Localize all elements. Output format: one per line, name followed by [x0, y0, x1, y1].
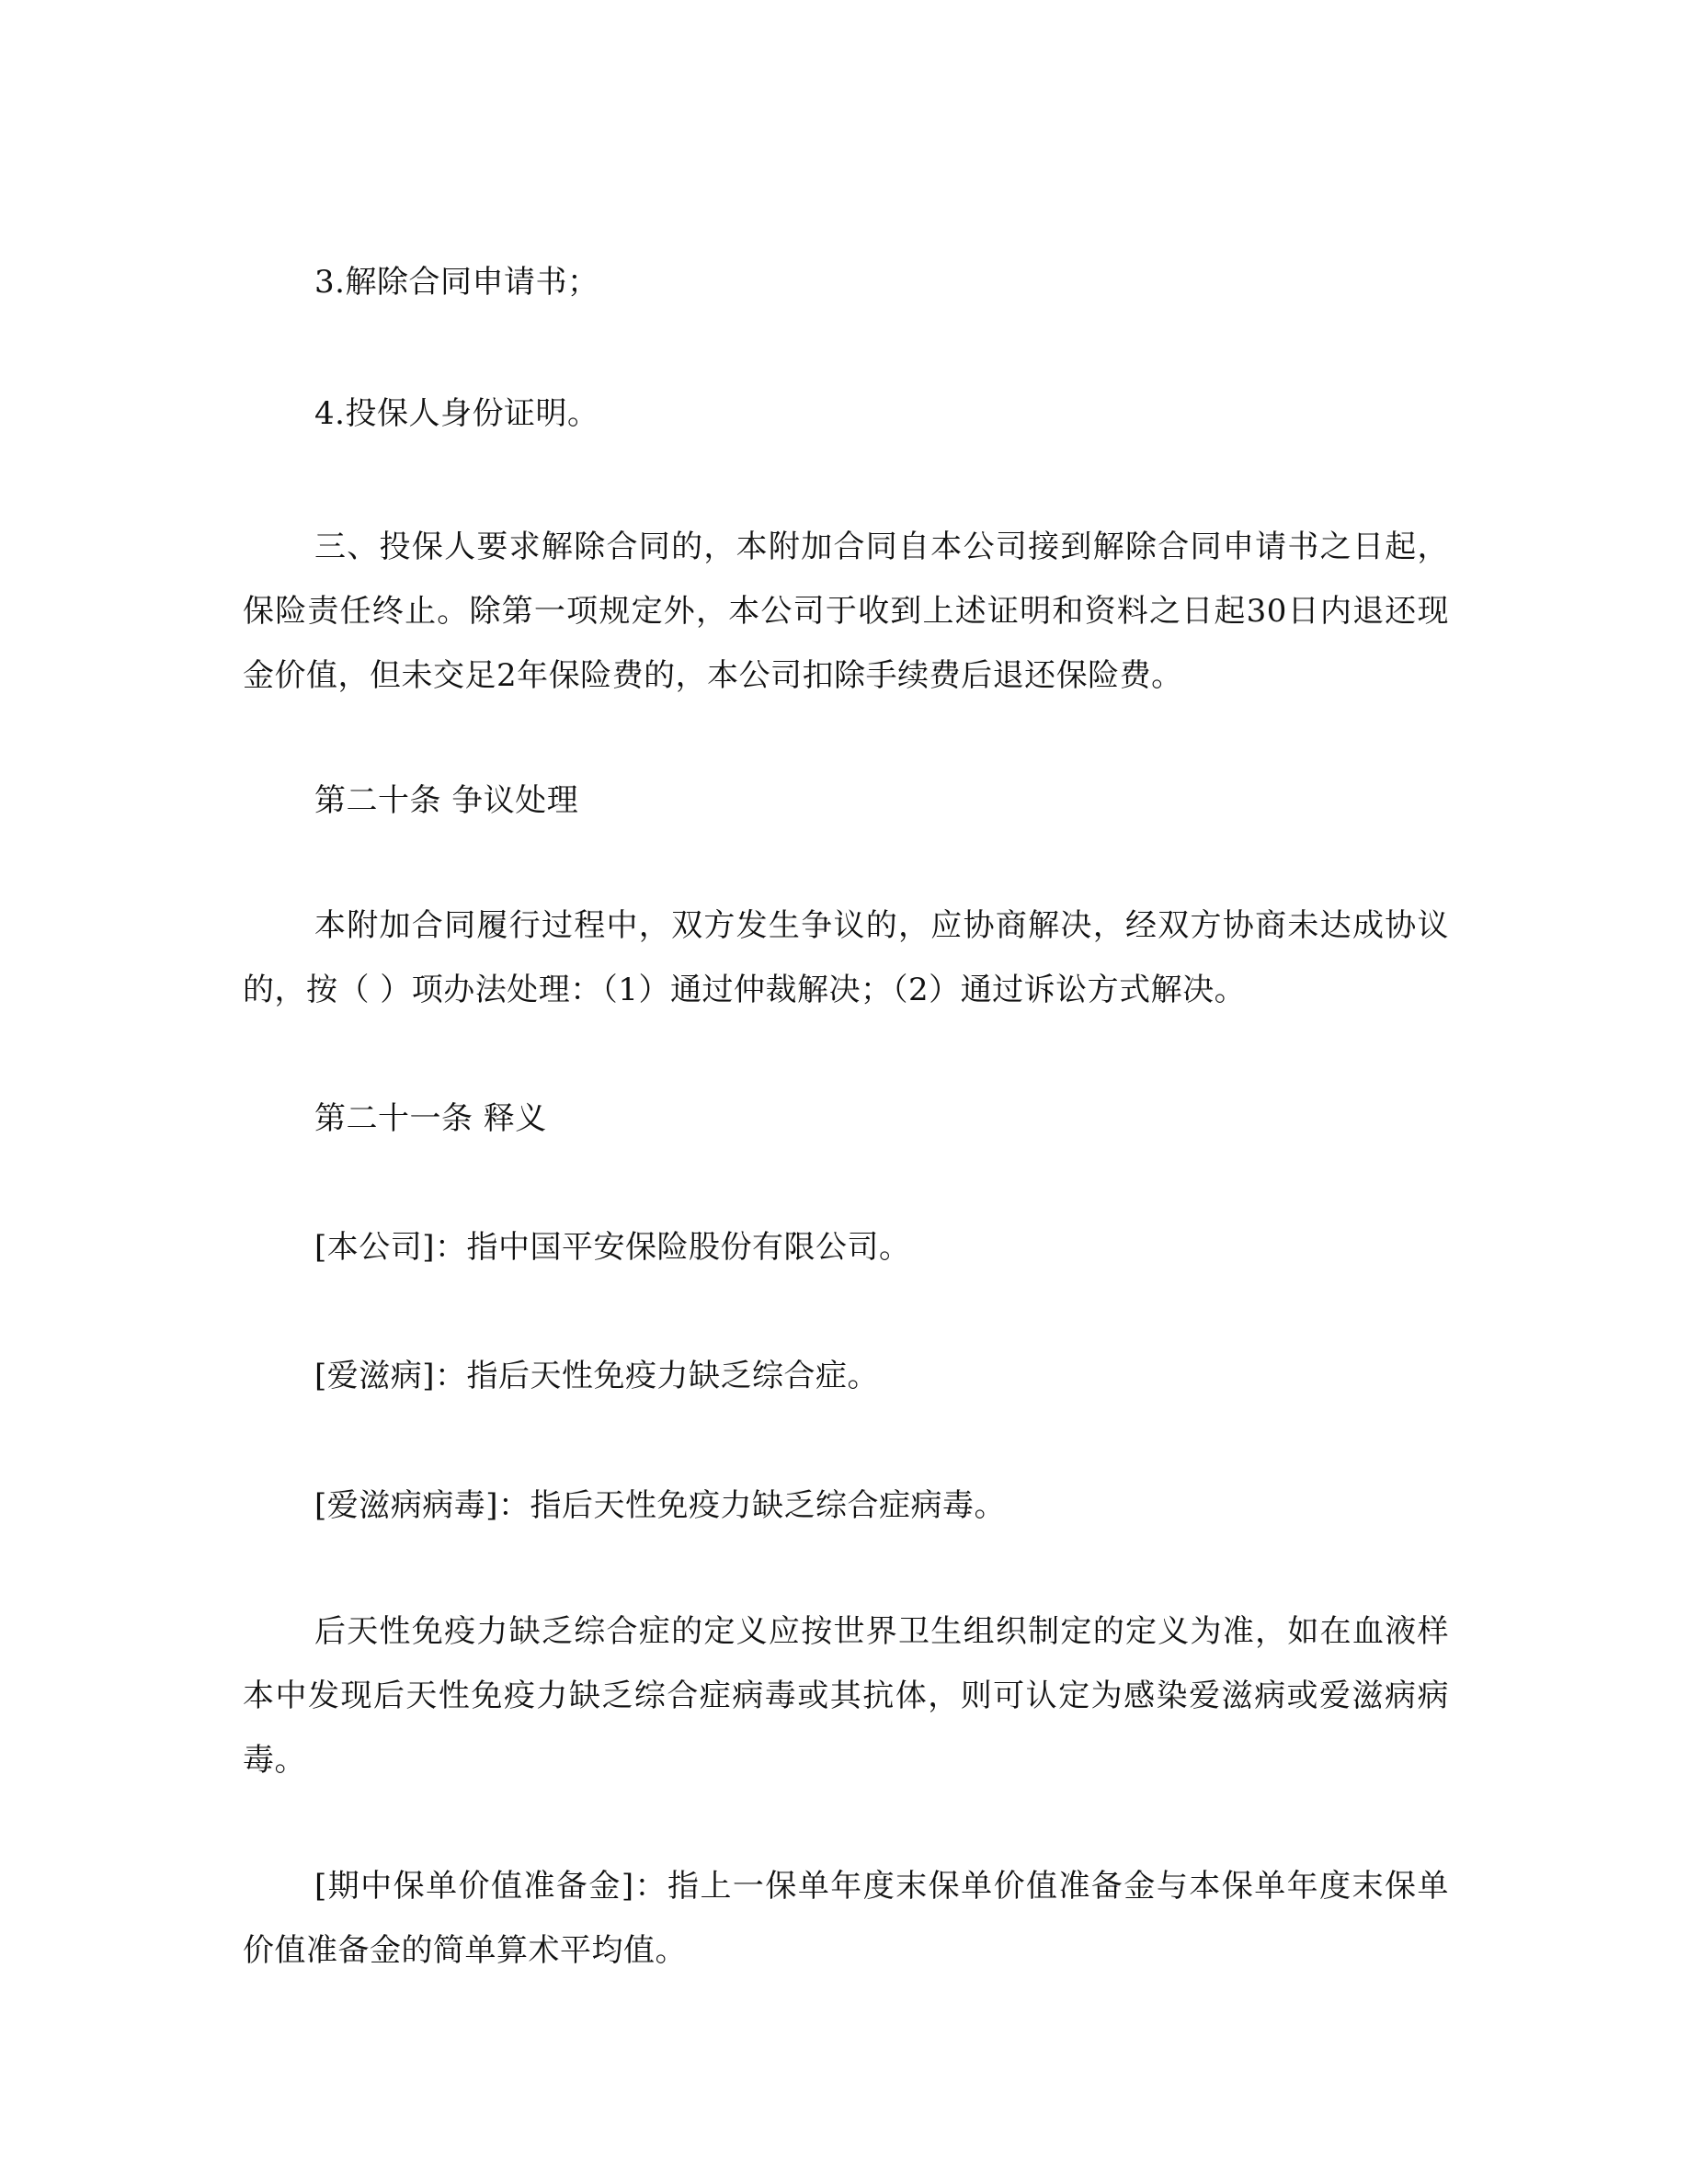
list-item-application-form: 3.解除合同申请书； — [314, 264, 599, 301]
paragraph-termination-clause: 三、投保人要求解除合同的，本附加合同自本公司接到解除合同申请书之日起，保险责任终止。除第一项规定外，本公司于收到上述证明和资料之日起30日内退还现金价值，但未交足2年保险费的，本公司扣除手续费后退还保险费。 — [243, 529, 1449, 694]
definition-interim-reserve: [期中保单价值准备金]：指上一保单年度末保单价值准备金与本保单年度末保单价值准备金的简单算术平均值。 — [243, 1868, 1449, 1969]
definition-hiv: [爱滋病病毒]：指后天性免疫力缺乏综合症病毒。 — [314, 1487, 1007, 1524]
article-heading-dispute: 第二十条 争议处理 — [314, 782, 579, 819]
article-heading-definitions: 第二十一条 释义 — [314, 1100, 547, 1137]
paragraph-aids-definition-note: 后天性免疫力缺乏综合症的定义应按世界卫生组织制定的定义为准，如在血液样本中发现后天性免疫力缺乏综合症病毒或其抗体，则可认定为感染爱滋病或爱滋病病毒。 — [243, 1613, 1449, 1779]
definition-company: [本公司]：指中国平安保险股份有限公司。 — [314, 1229, 911, 1266]
list-item-identity-proof: 4.投保人身份证明。 — [314, 395, 599, 432]
paragraph-dispute-resolution: 本附加合同履行过程中，双方发生争议的，应协商解决，经双方协商未达成协议的，按（ ）项办法处理：（1）通过仲裁解决；（2）通过诉讼方式解决。 — [243, 907, 1449, 1008]
definition-aids: [爱滋病]：指后天性免疫力缺乏综合症。 — [314, 1358, 880, 1394]
